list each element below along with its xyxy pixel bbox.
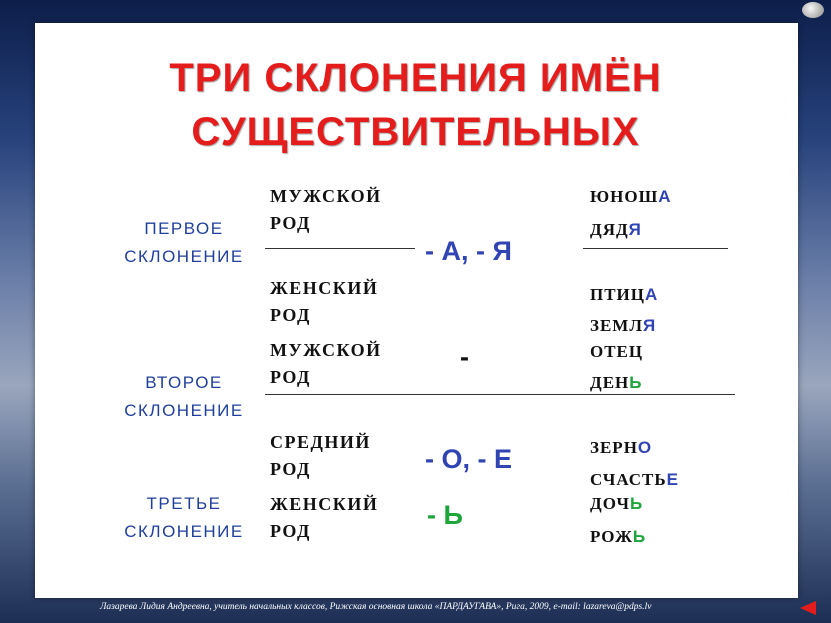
corner-icon[interactable] <box>802 2 824 18</box>
gender-1-l1: МУЖСКОЙ <box>270 186 382 206</box>
gender-3-l1: МУЖСКОЙ <box>270 340 382 360</box>
gender-2-l2: РОД <box>270 305 311 325</box>
word-ending: Я <box>643 316 657 335</box>
footer-credit: Лазарева Лидия Андреевна, учитель начальных классов, Рижская основная школа «ПАРДАУГАВА», Рига, 2009, e-mail: lazareva@pdps.lv <box>100 602 652 612</box>
declension-second-l2: СКЛОНЕНИЕ <box>124 401 244 420</box>
declension-first <box>110 215 258 271</box>
title-line-2: СУЩЕСТВИТЕЛЬНЫХ <box>191 110 640 154</box>
declension-third-l1: ТРЕТЬЕ <box>146 494 222 513</box>
gender-cell-3 <box>270 337 382 391</box>
gender-4-l2: РОД <box>270 459 311 479</box>
divider-first-right <box>583 248 728 249</box>
word-dyadya <box>590 220 642 240</box>
word-ending: Ь <box>632 527 647 546</box>
word-stem: СЧАСТЬ <box>590 470 667 489</box>
word-ending: Ь <box>629 494 644 513</box>
declension-third <box>110 490 258 546</box>
word-ending: Е <box>666 470 679 489</box>
word-stem: ЗЕРН <box>590 438 638 457</box>
title-line-1: ТРИ СКЛОНЕНИЯ ИМЁН <box>169 56 662 100</box>
word-ptitsa <box>590 285 658 305</box>
declension-second-l1: ВТОРОЕ <box>145 373 223 392</box>
word-stem: ДОЧ <box>590 494 630 513</box>
gender-cell-4 <box>270 429 371 483</box>
word-den <box>590 373 642 393</box>
word-ending: Я <box>628 220 642 239</box>
word-ending: А <box>645 285 659 304</box>
word-stem: ПТИЦ <box>590 285 646 304</box>
gender-cell-1 <box>270 183 382 237</box>
back-arrow-icon[interactable] <box>800 601 816 615</box>
gender-cell-2 <box>270 275 378 329</box>
ending-first: - А, - Я <box>425 236 512 266</box>
word-yunosha <box>590 187 672 207</box>
gender-5-l2: РОД <box>270 521 311 541</box>
ending-third: - Ь <box>427 500 463 530</box>
word-zemlya <box>590 316 656 336</box>
word-ending: Ь <box>629 373 643 392</box>
gender-cell-5 <box>270 491 378 545</box>
word-stem: ЗЕМЛ <box>590 316 644 335</box>
word-schastye <box>590 470 679 490</box>
word-rozh <box>590 527 646 547</box>
word-otets <box>590 342 643 362</box>
word-zerno <box>590 438 652 458</box>
word-doch <box>590 494 643 514</box>
word-ending: А <box>658 187 672 206</box>
word-stem: ДЯД <box>590 220 629 239</box>
declension-first-l1: ПЕРВОЕ <box>144 219 224 238</box>
gender-1-l2: РОД <box>270 213 311 233</box>
word-stem: ЮНОШ <box>590 187 659 206</box>
word-ending: О <box>637 438 653 457</box>
divider-first-left <box>265 248 415 249</box>
word-stem: РОЖ <box>590 527 633 546</box>
gender-3-l2: РОД <box>270 367 311 387</box>
gender-2-l1: ЖЕНСКИЙ <box>270 278 379 298</box>
declension-third-l2: СКЛОНЕНИЕ <box>124 522 244 541</box>
word-stem: ОТЕЦ <box>590 342 644 361</box>
declension-second <box>110 369 258 425</box>
divider-second <box>265 394 735 395</box>
word-stem: ДЕН <box>590 373 630 392</box>
gender-4-l1: СРЕДНИЙ <box>270 432 371 452</box>
declension-first-l2: СКЛОНЕНИЕ <box>124 247 244 266</box>
ending-second-masc: - <box>460 342 469 372</box>
gender-5-l1: ЖЕНСКИЙ <box>270 494 379 514</box>
ending-second-neut: - О, - Е <box>425 444 512 474</box>
